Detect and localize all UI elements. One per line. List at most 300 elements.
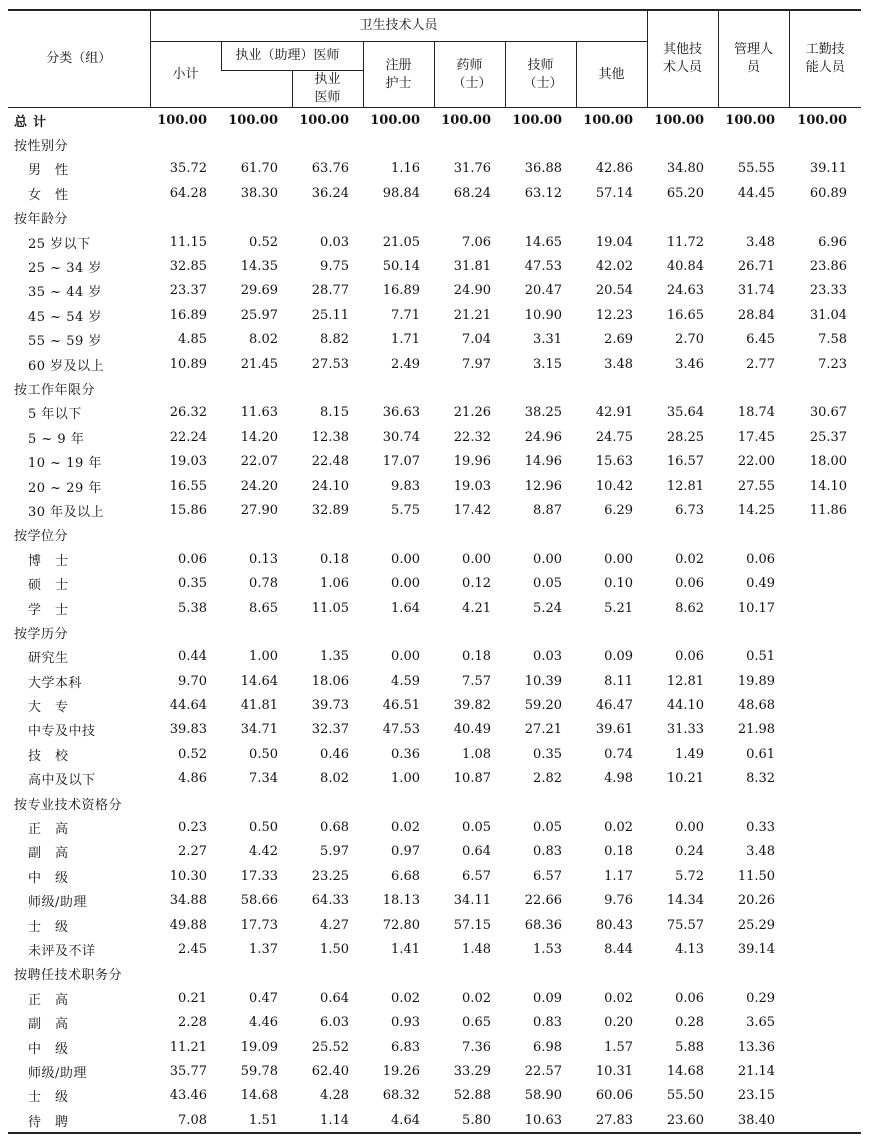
table-cell: 46.47 bbox=[595, 698, 634, 714]
table-cell: 0.20 bbox=[604, 1015, 634, 1031]
section-row bbox=[8, 376, 861, 400]
table-cell: 14.65 bbox=[524, 234, 562, 250]
table-cell bbox=[150, 523, 221, 547]
table-cell: 0.35 bbox=[533, 746, 562, 762]
row-label: 按年龄分 bbox=[14, 212, 69, 228]
table-cell bbox=[789, 767, 861, 791]
table-cell: 4.64 bbox=[363, 1108, 434, 1133]
table-cell bbox=[647, 206, 718, 230]
row-label: 25 岁以下 bbox=[28, 236, 91, 252]
table-cell: 11.50 bbox=[737, 868, 776, 884]
table-cell: 0.50 bbox=[249, 746, 278, 762]
table-cell: 57.15 bbox=[453, 917, 491, 933]
table-cell: 4.21 bbox=[462, 600, 491, 616]
row-label: 正 高 bbox=[28, 992, 69, 1008]
table-cell: 100.00 bbox=[654, 112, 705, 128]
row-label: 硕 士 bbox=[28, 578, 69, 594]
table-cell: 22.57 bbox=[524, 1063, 562, 1079]
table-cell: 27.21 bbox=[524, 722, 562, 738]
table-cell: 1.35 bbox=[320, 649, 349, 665]
table-cell: 8.11 bbox=[604, 673, 634, 689]
table-cell bbox=[292, 376, 363, 400]
table-cell: 7.58 bbox=[818, 332, 848, 348]
table-cell: 1.00 bbox=[249, 649, 278, 665]
section-row bbox=[8, 206, 861, 230]
table-cell: 59.78 bbox=[240, 1063, 278, 1079]
table-cell: 1.16 bbox=[391, 161, 420, 177]
table-row bbox=[8, 986, 861, 1010]
table-row bbox=[8, 547, 861, 571]
table-row bbox=[8, 279, 861, 303]
table-cell bbox=[505, 620, 576, 644]
table-cell: 0.44 bbox=[178, 649, 207, 665]
table-cell: 60.89 bbox=[809, 185, 848, 201]
table-cell: 1.17 bbox=[604, 868, 634, 884]
table-cell bbox=[434, 376, 505, 400]
header-spacer bbox=[221, 71, 292, 108]
table-cell: 0.06 bbox=[178, 551, 207, 567]
table-cell: 25.52 bbox=[311, 1039, 349, 1055]
table-cell: 8.15 bbox=[320, 405, 349, 421]
row-label: 中 级 bbox=[28, 870, 69, 886]
section-row bbox=[8, 523, 861, 547]
row-label: 30 年及以上 bbox=[28, 504, 105, 520]
table-cell: 68.32 bbox=[382, 1088, 420, 1104]
table-cell: 0.06 bbox=[675, 990, 705, 1006]
table-cell: 4.86 bbox=[178, 771, 207, 787]
table-cell: 0.83 bbox=[533, 844, 562, 860]
section-row bbox=[8, 620, 861, 644]
table-body bbox=[8, 108, 861, 1134]
table-cell bbox=[789, 791, 861, 815]
table-cell bbox=[576, 620, 647, 644]
table-cell: 0.18 bbox=[320, 551, 349, 567]
row-label: 未评及不详 bbox=[28, 943, 96, 959]
header-management-staff: 管理人员 bbox=[718, 10, 789, 108]
table-cell bbox=[647, 791, 718, 815]
header-subtotal: 小计 bbox=[150, 42, 221, 108]
table-cell: 10.30 bbox=[169, 868, 207, 884]
table-cell: 22.48 bbox=[311, 454, 349, 470]
table-cell: 64.33 bbox=[311, 893, 349, 909]
table-cell: 4.27 bbox=[320, 917, 349, 933]
table-cell: 20.47 bbox=[524, 283, 562, 299]
table-cell: 0.46 bbox=[320, 746, 349, 762]
table-cell: 0.06 bbox=[675, 576, 705, 592]
table-cell: 23.33 bbox=[809, 283, 848, 299]
table-cell: 24.10 bbox=[311, 478, 349, 494]
table-cell: 1.53 bbox=[533, 941, 562, 957]
table-cell: 19.03 bbox=[169, 454, 207, 470]
table-cell: 0.64 bbox=[462, 844, 491, 860]
table-cell: 0.00 bbox=[462, 551, 491, 567]
table-cell: 35.77 bbox=[169, 1063, 207, 1079]
table-cell: 5.24 bbox=[533, 600, 562, 616]
row-label: 男 性 bbox=[28, 163, 69, 179]
table-cell: 39.14 bbox=[737, 941, 776, 957]
table-cell bbox=[789, 840, 861, 864]
table-cell bbox=[221, 376, 292, 400]
table-cell bbox=[789, 1084, 861, 1108]
table-cell: 3.31 bbox=[533, 332, 562, 348]
table-cell: 31.76 bbox=[453, 161, 491, 177]
table-cell: 6.03 bbox=[320, 1015, 349, 1031]
table-cell bbox=[434, 523, 505, 547]
table-cell: 0.18 bbox=[604, 844, 634, 860]
table-cell bbox=[505, 791, 576, 815]
table-cell: 12.81 bbox=[666, 673, 705, 689]
table-cell: 4.13 bbox=[675, 941, 705, 957]
table-cell: 10.21 bbox=[666, 771, 705, 787]
row-label: 研究生 bbox=[28, 651, 69, 667]
table-cell: 9.75 bbox=[320, 259, 349, 275]
table-cell: 27.90 bbox=[240, 502, 278, 518]
table-cell: 17.45 bbox=[737, 429, 776, 445]
table-cell: 34.80 bbox=[666, 161, 705, 177]
table-cell: 12.23 bbox=[595, 307, 634, 323]
table-cell: 21.45 bbox=[240, 356, 278, 372]
table-cell: 64.28 bbox=[169, 185, 207, 201]
table-cell bbox=[505, 132, 576, 156]
table-cell: 0.09 bbox=[533, 990, 562, 1006]
table-cell: 100.00 bbox=[441, 112, 491, 128]
table-cell: 39.83 bbox=[169, 722, 207, 738]
table-cell: 44.45 bbox=[737, 185, 776, 201]
table-cell: 3.48 bbox=[746, 234, 776, 250]
table-cell: 19.96 bbox=[453, 454, 491, 470]
table-cell bbox=[789, 1010, 861, 1034]
header-group-health-tech: 卫生技术人员 bbox=[150, 10, 647, 42]
table-cell: 11.63 bbox=[240, 405, 278, 421]
table-cell bbox=[789, 913, 861, 937]
table-cell: 0.47 bbox=[249, 990, 278, 1006]
table-cell: 22.24 bbox=[169, 429, 207, 445]
table-cell: 72.80 bbox=[382, 917, 420, 933]
table-cell: 6.83 bbox=[391, 1039, 420, 1055]
table-cell bbox=[718, 962, 789, 986]
table-cell: 7.97 bbox=[462, 356, 491, 372]
table-cell: 12.96 bbox=[524, 478, 562, 494]
table-cell bbox=[789, 742, 861, 766]
table-cell: 18.74 bbox=[737, 405, 776, 421]
row-label: 技 校 bbox=[28, 748, 69, 764]
table-cell: 0.02 bbox=[462, 990, 491, 1006]
table-cell: 5.21 bbox=[604, 600, 634, 616]
table-cell: 0.05 bbox=[533, 576, 562, 592]
table-cell: 100.00 bbox=[370, 112, 420, 128]
table-cell: 10.39 bbox=[524, 673, 562, 689]
section-row bbox=[8, 132, 861, 156]
table-cell: 1.57 bbox=[604, 1039, 634, 1055]
table-cell: 7.71 bbox=[391, 307, 420, 323]
header-licensed-physician: 执业医师 bbox=[292, 71, 363, 108]
table-cell: 55.55 bbox=[737, 161, 776, 177]
table-cell: 0.21 bbox=[178, 990, 207, 1006]
table-cell: 8.82 bbox=[320, 332, 349, 348]
table-cell: 3.46 bbox=[675, 356, 705, 372]
table-row bbox=[8, 449, 861, 473]
table-cell bbox=[505, 376, 576, 400]
table-cell: 1.64 bbox=[391, 600, 420, 616]
table-cell: 36.88 bbox=[524, 161, 562, 177]
table-cell: 21.05 bbox=[382, 234, 420, 250]
table-cell bbox=[718, 523, 789, 547]
table-cell bbox=[789, 547, 861, 571]
table-row bbox=[8, 571, 861, 595]
table-cell bbox=[505, 962, 576, 986]
table-cell: 0.36 bbox=[391, 746, 420, 762]
table-cell: 36.24 bbox=[311, 185, 349, 201]
table-cell bbox=[789, 376, 861, 400]
header-category: 分类（组） bbox=[8, 10, 150, 108]
table-cell: 14.35 bbox=[240, 259, 278, 275]
table-cell: 32.37 bbox=[311, 722, 349, 738]
table-cell: 28.25 bbox=[666, 429, 705, 445]
table-cell: 11.05 bbox=[311, 600, 349, 616]
row-label: 博 士 bbox=[28, 553, 69, 569]
table-cell: 23.25 bbox=[311, 868, 349, 884]
table-cell: 7.23 bbox=[818, 356, 848, 372]
table-cell: 42.02 bbox=[595, 259, 634, 275]
table-cell bbox=[789, 1108, 861, 1133]
table-cell: 23.60 bbox=[647, 1108, 718, 1133]
row-label: 大 专 bbox=[28, 700, 69, 716]
table-cell: 16.55 bbox=[169, 478, 207, 494]
table-cell: 13.36 bbox=[737, 1039, 776, 1055]
table-cell bbox=[150, 206, 221, 230]
header-technician: 技师（士） bbox=[505, 42, 576, 108]
table-cell bbox=[292, 206, 363, 230]
table-cell: 7.57 bbox=[462, 673, 491, 689]
table-cell bbox=[221, 962, 292, 986]
table-cell: 12.81 bbox=[666, 478, 705, 494]
table-cell: 29.69 bbox=[240, 283, 278, 299]
table-cell: 48.68 bbox=[737, 698, 776, 714]
table-cell: 2.45 bbox=[178, 941, 207, 957]
table-cell: 33.29 bbox=[453, 1063, 491, 1079]
table-cell: 0.97 bbox=[391, 844, 420, 860]
row-label: 师级/助理 bbox=[28, 1065, 87, 1081]
table-cell: 100.00 bbox=[725, 112, 776, 128]
table-cell: 9.76 bbox=[604, 893, 634, 909]
table-cell bbox=[789, 571, 861, 595]
table-cell: 63.76 bbox=[311, 161, 349, 177]
table-cell: 47.53 bbox=[524, 259, 562, 275]
row-label: 25 ~ 34 岁 bbox=[28, 261, 102, 277]
table-cell: 100.00 bbox=[299, 112, 349, 128]
table-cell bbox=[292, 962, 363, 986]
section-row bbox=[8, 791, 861, 815]
table-cell: 100.00 bbox=[797, 112, 848, 128]
table-cell: 3.15 bbox=[533, 356, 562, 372]
table-row bbox=[8, 498, 861, 522]
table-cell: 0.24 bbox=[675, 844, 705, 860]
table-row bbox=[8, 1010, 861, 1034]
table-row bbox=[8, 303, 861, 327]
table-cell: 2.77 bbox=[746, 356, 776, 372]
table-cell bbox=[292, 620, 363, 644]
table-cell bbox=[221, 523, 292, 547]
table-cell: 14.68 bbox=[666, 1063, 705, 1079]
table-cell bbox=[434, 132, 505, 156]
table-cell: 22.00 bbox=[737, 454, 776, 470]
table-cell: 24.96 bbox=[524, 429, 562, 445]
row-label: 女 性 bbox=[28, 187, 69, 203]
table-cell bbox=[505, 523, 576, 547]
row-label: 副 高 bbox=[28, 846, 69, 862]
table-cell: 100.00 bbox=[512, 112, 562, 128]
table-cell bbox=[221, 206, 292, 230]
table-row bbox=[8, 889, 861, 913]
table-cell: 25.97 bbox=[240, 307, 278, 323]
table-cell: 25.29 bbox=[737, 917, 776, 933]
table-cell bbox=[789, 645, 861, 669]
table-cell: 21.98 bbox=[737, 722, 776, 738]
table-cell: 0.74 bbox=[604, 746, 634, 762]
total-row bbox=[8, 108, 861, 133]
row-label: 中 级 bbox=[28, 1041, 69, 1057]
row-label: 高中及以下 bbox=[28, 773, 96, 789]
table-cell: 31.81 bbox=[453, 259, 491, 275]
table-cell: 26.71 bbox=[737, 259, 776, 275]
table-cell: 16.89 bbox=[169, 307, 207, 323]
staff-composition-table bbox=[8, 9, 861, 1134]
table-cell bbox=[647, 523, 718, 547]
table-cell: 5.75 bbox=[391, 502, 420, 518]
table-cell: 59.20 bbox=[524, 698, 562, 714]
table-cell: 38.25 bbox=[524, 405, 562, 421]
table-cell: 5.97 bbox=[320, 844, 349, 860]
table-cell bbox=[789, 693, 861, 717]
table-cell: 1.50 bbox=[320, 941, 349, 957]
table-cell: 19.03 bbox=[453, 478, 491, 494]
table-cell: 4.28 bbox=[320, 1088, 349, 1104]
table-cell: 47.53 bbox=[382, 722, 420, 738]
table-cell bbox=[789, 718, 861, 742]
table-cell: 6.57 bbox=[462, 868, 491, 884]
table-cell: 65.20 bbox=[666, 185, 705, 201]
table-cell: 0.28 bbox=[675, 1015, 705, 1031]
table-cell: 42.91 bbox=[595, 405, 634, 421]
table-row bbox=[8, 840, 861, 864]
table-cell: 25.37 bbox=[809, 429, 848, 445]
table-cell: 23.37 bbox=[169, 283, 207, 299]
table-cell: 0.09 bbox=[604, 649, 634, 665]
row-label: 10 ~ 19 年 bbox=[28, 456, 102, 472]
table-cell: 98.84 bbox=[382, 185, 420, 201]
table-cell: 39.82 bbox=[453, 698, 491, 714]
table-row bbox=[8, 401, 861, 425]
statistics-table-container bbox=[8, 9, 861, 1134]
table-cell: 0.00 bbox=[533, 551, 562, 567]
row-label: 中专及中技 bbox=[28, 724, 96, 740]
table-cell: 38.30 bbox=[240, 185, 278, 201]
table-cell: 31.04 bbox=[809, 307, 848, 323]
table-cell bbox=[647, 620, 718, 644]
table-cell: 5.80 bbox=[434, 1108, 505, 1133]
table-cell: 0.64 bbox=[320, 990, 349, 1006]
table-cell: 8.65 bbox=[249, 600, 278, 616]
table-row bbox=[8, 864, 861, 888]
row-label: 按专业技术资格分 bbox=[14, 797, 123, 813]
table-cell: 1.06 bbox=[320, 576, 349, 592]
table-row bbox=[8, 157, 861, 181]
table-cell: 0.05 bbox=[462, 820, 491, 836]
table-cell: 0.33 bbox=[746, 820, 776, 836]
row-label: 按聘任技术职务分 bbox=[14, 968, 123, 984]
row-label: 大学本科 bbox=[28, 675, 83, 691]
table-cell: 18.13 bbox=[382, 893, 420, 909]
table-cell: 0.03 bbox=[533, 649, 562, 665]
table-cell: 30.67 bbox=[809, 405, 848, 421]
table-cell bbox=[718, 376, 789, 400]
table-cell: 35.64 bbox=[666, 405, 705, 421]
table-cell: 1.08 bbox=[462, 746, 491, 762]
table-cell: 11.21 bbox=[169, 1039, 207, 1055]
table-cell: 0.00 bbox=[391, 576, 420, 592]
table-cell: 63.12 bbox=[524, 185, 562, 201]
table-cell: 8.87 bbox=[533, 502, 562, 518]
table-cell bbox=[789, 815, 861, 839]
table-row bbox=[8, 254, 861, 278]
table-cell: 0.50 bbox=[249, 820, 278, 836]
row-label: 副 高 bbox=[28, 1017, 69, 1033]
table-cell bbox=[718, 206, 789, 230]
header-licensed-assistant-physician: 执业（助理）医师 bbox=[221, 42, 363, 71]
table-cell bbox=[505, 206, 576, 230]
table-cell bbox=[789, 669, 861, 693]
table-cell: 21.21 bbox=[453, 307, 491, 323]
table-cell: 1.41 bbox=[391, 941, 420, 957]
table-cell: 27.55 bbox=[737, 478, 776, 494]
table-cell: 19.04 bbox=[595, 234, 634, 250]
table-cell: 68.36 bbox=[524, 917, 562, 933]
table-row bbox=[8, 913, 861, 937]
row-label: 待 聘 bbox=[8, 1108, 150, 1133]
table-cell: 58.90 bbox=[524, 1088, 562, 1104]
table-cell: 14.64 bbox=[240, 673, 278, 689]
table-cell: 22.66 bbox=[524, 893, 562, 909]
table-cell bbox=[647, 132, 718, 156]
table-cell: 20.54 bbox=[595, 283, 634, 299]
table-cell: 10.31 bbox=[595, 1063, 634, 1079]
table-cell: 15.63 bbox=[595, 454, 634, 470]
table-cell: 100.00 bbox=[583, 112, 634, 128]
row-label: 60 岁及以上 bbox=[28, 358, 105, 374]
table-cell: 41.81 bbox=[240, 698, 278, 714]
table-cell: 40.84 bbox=[666, 259, 705, 275]
table-cell: 2.49 bbox=[391, 356, 420, 372]
table-cell: 27.53 bbox=[311, 356, 349, 372]
table-cell bbox=[576, 206, 647, 230]
table-cell: 10.87 bbox=[453, 771, 491, 787]
table-cell: 0.52 bbox=[178, 746, 207, 762]
table-cell: 0.51 bbox=[746, 649, 776, 665]
header-other-tech-staff: 其他技术人员 bbox=[647, 10, 718, 108]
table-cell bbox=[150, 376, 221, 400]
table-cell: 17.07 bbox=[382, 454, 420, 470]
table-cell: 18.00 bbox=[809, 454, 848, 470]
table-cell: 3.65 bbox=[746, 1015, 776, 1031]
row-label: 55 ~ 59 岁 bbox=[28, 334, 102, 350]
table-cell: 18.06 bbox=[311, 673, 349, 689]
table-cell: 36.63 bbox=[382, 405, 420, 421]
table-cell: 8.02 bbox=[320, 771, 349, 787]
row-label: 按性别分 bbox=[14, 139, 69, 155]
table-row bbox=[8, 230, 861, 254]
row-label: 20 ~ 29 年 bbox=[28, 480, 102, 496]
section-row bbox=[8, 962, 861, 986]
